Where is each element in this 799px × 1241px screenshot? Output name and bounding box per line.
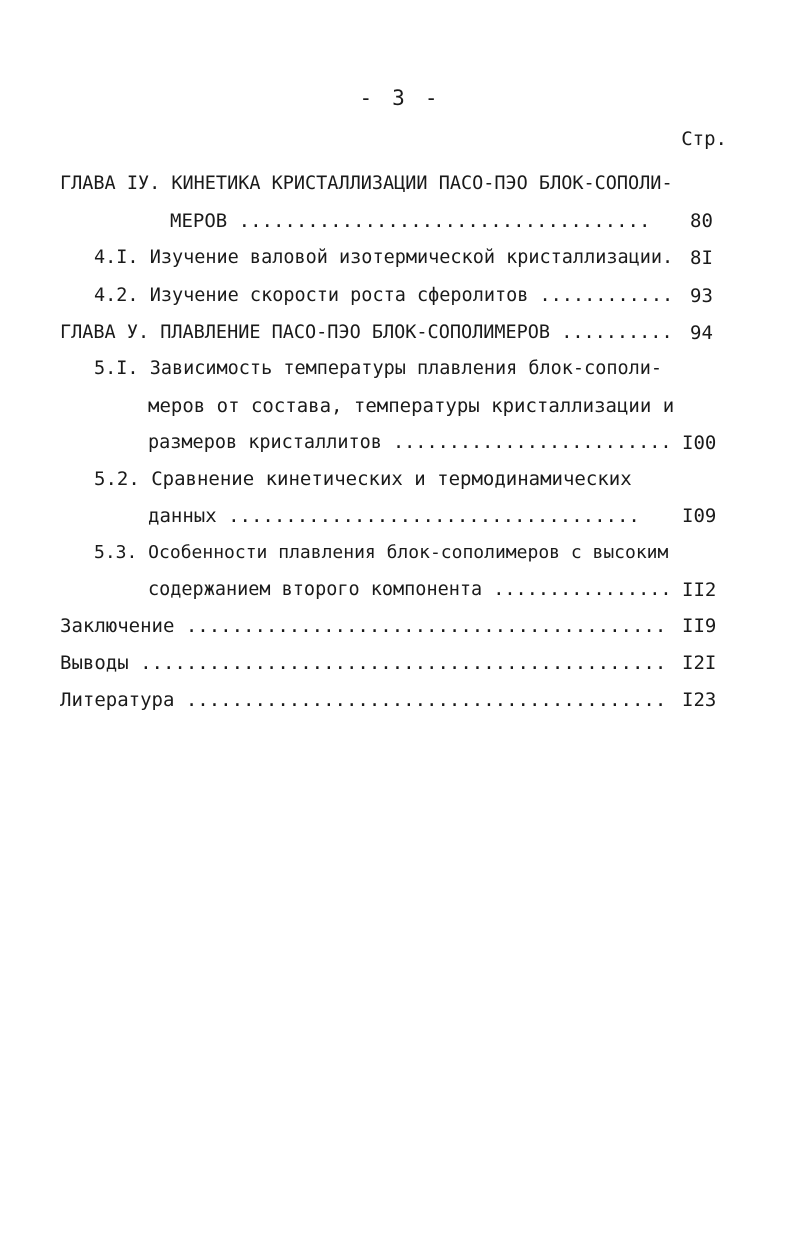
toc-section-5-1-line1: 5.I. Зависимость температуры плавления блок-сополи- — [94, 358, 663, 379]
toc-findings-page: I2I — [682, 652, 717, 674]
toc-chapter-5-page: 94 — [690, 322, 713, 344]
toc-section-4-1-page: 8I — [690, 247, 713, 269]
toc-section-5-1-line2: меров от состава, температуры кристаллизации и — [148, 395, 675, 417]
toc-literature-page: I23 — [682, 689, 717, 711]
toc-section-5-3-line2: содержанием второго компонента ................ — [148, 579, 672, 600]
page-number-header — [0, 86, 799, 110]
toc-chapter-4-title-line1: ГЛАВА IУ. КИНЕТИКА КРИСТАЛЛИЗАЦИИ ПАСО-ПЭО БЛОК-СОПОЛИ- — [60, 173, 673, 194]
toc-section-4-2: 4.2. Изучение скорости роста сферолитов ............ — [94, 285, 674, 306]
toc-conclusion-page: II9 — [682, 615, 717, 637]
toc-chapter-4-page: 80 — [690, 210, 713, 232]
toc-section-4-2-page: 93 — [690, 285, 713, 307]
toc-conclusion: Заключение .......................................... — [60, 615, 667, 637]
toc-section-5-1-line3: размеров кристаллитов ......................... — [148, 432, 672, 453]
dash-left: - — [359, 86, 375, 110]
toc-findings: Выводы .............................................. — [60, 652, 667, 674]
toc-section-5-2-line1: 5.2. Сравнение кинетических и термодинамических — [94, 468, 632, 490]
toc-section-5-3-page: II2 — [682, 579, 717, 601]
dash-right: - — [424, 86, 440, 110]
toc-section-4-1: 4.I. Изучение валовой изотермической кристаллизации. — [94, 247, 674, 268]
page-number: 3 — [392, 86, 407, 110]
toc-section-5-2-line2: данных .................................... — [148, 505, 640, 527]
toc-chapter-4-title-line2: МЕРОВ .................................... — [170, 210, 651, 232]
toc-chapter-5: ГЛАВА У. ПЛАВЛЕНИЕ ПАСО-ПЭО БЛОК-СОПОЛИМЕРОВ .......... — [60, 322, 673, 343]
toc-literature: Литература .......................................... — [60, 689, 667, 711]
toc-section-5-1-page: I00 — [682, 432, 717, 454]
toc-section-5-2-page: I09 — [682, 505, 717, 527]
pages-column-label: Стр. — [681, 128, 727, 150]
toc-section-5-3-line1: 5.3. Особенности плавления блок-сополимеров с высоким — [94, 542, 669, 563]
